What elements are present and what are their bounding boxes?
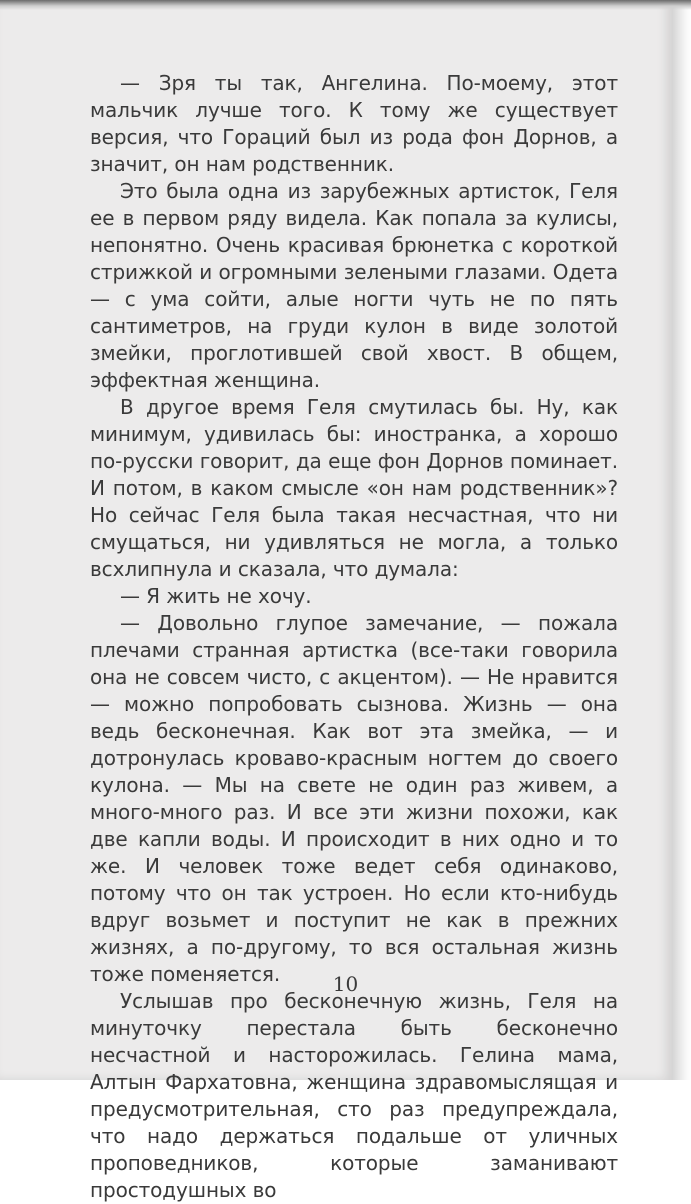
page-number: 10 xyxy=(332,972,359,996)
paragraph-6: Услышав про бесконечную жизнь, Геля на минуточку перестала быть бесконечно несчастной и насторожилась. Гелина мама, Алтын Фархатовна, женщина здравомыслящая и предусмотрительная, сто раз предупреждала, что надо держаться подальше от уличных проповедников, которые заманивают простодушных во xyxy=(90,989,618,1202)
paragraph-2: Это была одна из зарубежных артисток, Геля ее в первом ряду видела. Как попала за кулисы, непонятно. Очень красивая брюнетка с короткой стрижкой и огромными зелеными глазами. Одета — с ума сойти, алые ногти чуть не по пять сантиметров, на груди кулон в виде золотой змейки, проглотившей свой хвост. В общем, эффектная женщина. xyxy=(90,179,618,392)
body-text xyxy=(90,70,618,1204)
page-edge-right xyxy=(672,0,691,1080)
page-edge-top xyxy=(0,0,691,10)
paragraph-5: — Довольно глупое замечание, — пожала плечами странная артистка (все-таки говорила она не совсем чисто, с акцентом). — Не нравится — можно попробовать сызнова. Жизнь — она ведь бесконечная. Как вот эта змейка, — и дотронулась кроваво-красным ногтем до своего кулона. — Мы на свете не один раз живем, а много-много раз. И все эти жизни похожи, как две капли воды. И происходит в них одно и то же. И человек тоже ведет себя одинаково, потому что он так устроен. Но если кто-нибудь вдруг возьмет и поступит не как в прежних жизнях, а по-другому, то вся остальная жизнь тоже поменяется. xyxy=(90,611,618,986)
paragraph-1: — Зря ты так, Ангелина. По-моему, этот мальчик лучше того. К тому же существует версия, что Гораций был из рода фон Дорнов, а значит, он нам родственник. xyxy=(90,71,618,176)
paragraph-3: В другое время Геля смутилась бы. Ну, как минимум, удивилась бы: иностранка, а хорошо по-русски говорит, да еще фон Дорнов поминает. И потом, в каком смысле «он нам родственник»? Но сейчас Геля была такая несчастная, что ни смущаться, ни удивляться не могла, а только всхлипнула и сказала, что думала: xyxy=(90,395,618,581)
paragraph-4: — Я жить не хочу. xyxy=(120,584,312,608)
